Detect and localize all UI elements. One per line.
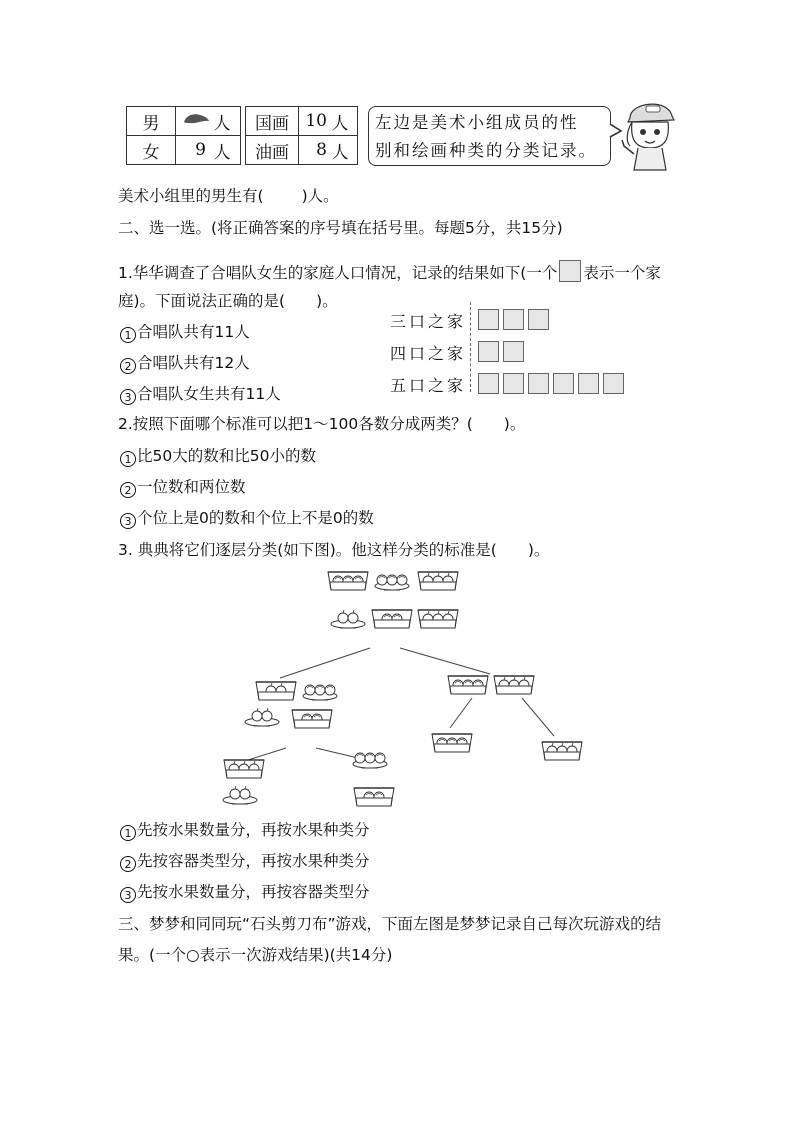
table-row bbox=[127, 136, 241, 165]
bowl-icon bbox=[542, 742, 582, 760]
family-square bbox=[528, 373, 549, 394]
option-text: 个位上是0的数和个位上不是0的数 bbox=[137, 509, 374, 527]
pictograph-divider bbox=[470, 302, 471, 392]
q1-stem-line1 bbox=[118, 260, 661, 283]
painting-record-table bbox=[245, 106, 358, 165]
option-number: 3 bbox=[120, 887, 136, 903]
pictograph-label: 三口之家 bbox=[390, 312, 467, 331]
family-square bbox=[578, 373, 599, 394]
square-icon bbox=[559, 260, 581, 282]
option-text: 先按水果数量分，再按容器类型分 bbox=[137, 883, 370, 901]
family-square bbox=[478, 373, 499, 394]
q1-stem-line2: 庭)。下面说法正确的是( )。 bbox=[118, 292, 338, 310]
family-square bbox=[603, 373, 624, 394]
option-text: 合唱队共有12人 bbox=[137, 354, 250, 372]
girl-cartoon-icon bbox=[620, 96, 680, 172]
family-square bbox=[478, 341, 499, 362]
bubble-line: 左边是美术小组成员的性 bbox=[375, 113, 579, 132]
row-count bbox=[176, 107, 211, 136]
family-square bbox=[553, 373, 574, 394]
bowl-icon bbox=[418, 572, 458, 590]
q2-option[interactable] bbox=[120, 508, 374, 529]
plate-icon bbox=[245, 708, 279, 726]
row-label: 男 bbox=[127, 107, 176, 136]
blot-icon bbox=[182, 112, 210, 126]
question-text: 美术小组里的男生有( bbox=[118, 187, 264, 205]
bowl-icon bbox=[418, 610, 458, 628]
q3-option[interactable] bbox=[120, 820, 370, 841]
pictograph-label: 四口之家 bbox=[390, 344, 467, 363]
bowl-icon bbox=[448, 676, 488, 694]
bowl-icon bbox=[256, 682, 296, 700]
option-number: 3 bbox=[120, 513, 136, 529]
q1-option[interactable] bbox=[120, 384, 281, 405]
row-unit: 人 bbox=[210, 107, 241, 136]
option-text: 合唱队女生共有11人 bbox=[137, 385, 281, 403]
plate-icon bbox=[375, 575, 409, 590]
plate-icon bbox=[223, 786, 257, 804]
bowl-icon bbox=[432, 734, 472, 752]
table-row bbox=[246, 107, 358, 136]
row-label: 国画 bbox=[246, 107, 299, 136]
row-count: 8 bbox=[299, 136, 330, 165]
classification-tree-diagram bbox=[210, 566, 610, 816]
option-number: 2 bbox=[120, 482, 136, 498]
row-unit: 人 bbox=[329, 136, 358, 165]
section-2-title: 二、选一选。(将正确答案的序号填在括号里。每题5分，共15分) bbox=[118, 219, 563, 237]
question-text: )人。 bbox=[301, 187, 339, 205]
row-label: 油画 bbox=[246, 136, 299, 165]
plate-icon bbox=[331, 610, 365, 628]
plate-icon bbox=[353, 753, 387, 768]
option-text: 先按容器类型分，再按水果种类分 bbox=[137, 852, 370, 870]
q1-option[interactable] bbox=[120, 322, 250, 343]
table-row bbox=[246, 136, 358, 165]
row-label: 女 bbox=[127, 136, 176, 165]
option-number: 2 bbox=[120, 856, 136, 872]
section-3-line1: 三、梦梦和同同玩“石头剪刀布”游戏，下面左图是梦梦记录自己每次玩游戏的结 bbox=[118, 915, 662, 933]
row-count: 10 bbox=[299, 107, 330, 136]
q1-text: 1.华华调查了合唱队女生的家庭人口情况，记录的结果如下(一个 bbox=[118, 264, 558, 282]
option-number: 2 bbox=[120, 358, 136, 374]
bubble-line: 别和绘画种类的分类记录。 bbox=[375, 141, 597, 160]
bowl-icon bbox=[292, 710, 332, 728]
family-square bbox=[478, 309, 499, 330]
family-square bbox=[503, 373, 524, 394]
question-boys bbox=[118, 186, 339, 206]
option-number: 1 bbox=[120, 327, 136, 343]
bowl-icon bbox=[328, 572, 368, 590]
bowl-icon bbox=[372, 610, 412, 628]
option-text: 比50大的数和比50小的数 bbox=[137, 447, 316, 465]
family-square bbox=[503, 309, 524, 330]
family-square bbox=[528, 309, 549, 330]
option-number: 1 bbox=[120, 825, 136, 841]
table-row bbox=[127, 107, 241, 136]
bowl-icon bbox=[224, 760, 264, 778]
q3-option[interactable] bbox=[120, 882, 370, 903]
bowl-icon bbox=[494, 676, 534, 694]
row-count: 9 bbox=[176, 136, 211, 165]
row-unit: 人 bbox=[329, 107, 358, 136]
gender-record-table bbox=[126, 106, 241, 165]
pictograph-label: 五口之家 bbox=[390, 376, 467, 395]
speech-bubble bbox=[368, 106, 611, 166]
plate-icon bbox=[303, 685, 337, 700]
bowl-icon bbox=[354, 788, 394, 806]
option-number: 1 bbox=[120, 451, 136, 467]
option-text: 先按水果数量分，再按水果种类分 bbox=[137, 821, 370, 839]
row-unit: 人 bbox=[210, 136, 241, 165]
option-text: 一位数和两位数 bbox=[137, 478, 246, 496]
option-number: 3 bbox=[120, 389, 136, 405]
section-3-line2: 果。(一个○表示一次游戏结果)(共14分) bbox=[118, 946, 393, 964]
q2-stem: 2.按照下面哪个标准可以把1～100各数分成两类？( )。 bbox=[118, 415, 526, 433]
q1-option[interactable] bbox=[120, 353, 250, 374]
q3-option[interactable] bbox=[120, 851, 370, 872]
q3-stem: 3. 典典将它们逐层分类(如下图)。他这样分类的标准是( )。 bbox=[118, 541, 550, 559]
q2-option[interactable] bbox=[120, 446, 316, 467]
family-square bbox=[503, 341, 524, 362]
q2-option[interactable] bbox=[120, 477, 246, 498]
q1-text: 表示一个家 bbox=[583, 264, 661, 282]
option-text: 合唱队共有11人 bbox=[137, 323, 250, 341]
